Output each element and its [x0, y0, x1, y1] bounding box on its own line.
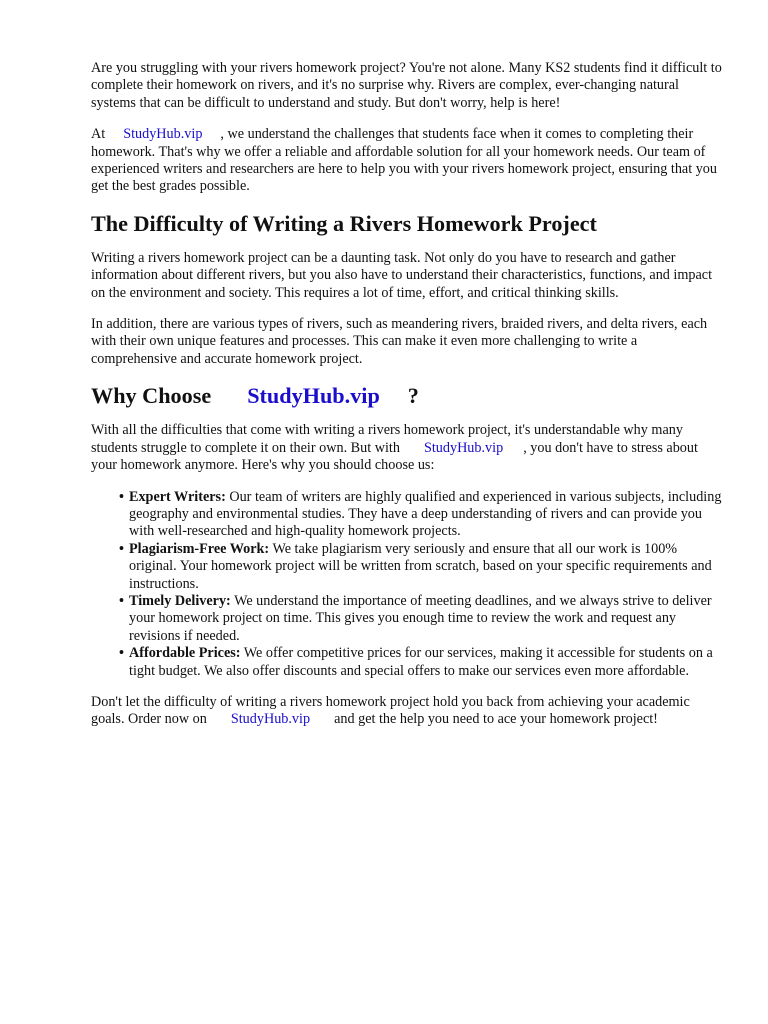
list-item-text: Our team of writers are highly qualified and experienced in various subjects, including geography and environmental studies. They have a deep understanding of rivers and can provide you with well-researched and high-quality homework projects. [129, 488, 722, 540]
why-choose-p1-suffix: , you don't have to stress about your homework anymore. Here's why you should choose us: [91, 439, 698, 474]
why-choose-heading-prefix: Why Choose [91, 383, 212, 409]
bullet-icon: • [119, 645, 124, 662]
list-item [119, 593, 723, 645]
studyhub-link-intro[interactable]: StudyHub.vip [123, 126, 203, 143]
list-item-title: Timely Delivery: [129, 592, 231, 609]
intro-paragraph-1 [91, 60, 723, 112]
list-item-title: Expert Writers: [129, 488, 226, 505]
studyhub-link-closing[interactable]: StudyHub.vip [230, 711, 311, 728]
closing-suffix: and get the help you need to ace your homework project! [334, 711, 658, 728]
list-item-text: We understand the importance of meeting deadlines, and we always strive to deliver your homework project on time. This gives you enough time to review the work and request any revisions if needed. [129, 592, 712, 644]
list-item [119, 645, 723, 680]
bullet-icon: • [119, 488, 124, 505]
why-choose-p1-prefix: With all the difficulties that come with writing a rivers homework project, it's understandable why many students struggle to complete it on their own. But with [91, 422, 683, 456]
list-item [119, 541, 723, 593]
benefits-list [91, 489, 723, 680]
section-heading-why-choose [91, 382, 723, 410]
difficulty-paragraph-1: Writing a rivers homework project can be a daunting task. Not only do you have to research and gather information about different rivers, but you also have to understand their characteristics, functions, and impact on the environment and society. This requires a lot of time, effort, and critical thinking skills. [91, 249, 713, 301]
list-item [119, 489, 723, 541]
studyhub-link-body[interactable]: StudyHub.vip [423, 439, 504, 456]
intro-p2-prefix: At [91, 126, 106, 143]
intro-paragraph-2 [91, 126, 723, 196]
closing-paragraph [91, 694, 723, 729]
bullet-icon: • [119, 540, 124, 557]
list-item-title: Affordable Prices: [129, 645, 241, 662]
why-choose-heading-suffix: ? [407, 383, 419, 409]
list-item-text: We take plagiarism very seriously and ensure that all our work is 100% original. Your homework project will be written from scratch, based on your specific requirements and instructions. [129, 540, 712, 592]
bullet-icon: • [119, 592, 124, 609]
intro-p2-suffix: , we understand the challenges that students face when it comes to completing their homework. That's why we offer a reliable and affordable solution for all your homework needs. Our team of experienced writers and researchers are here to help you with your rivers homework project, ensuring that you get the best grades possible. [91, 126, 717, 195]
studyhub-link-heading[interactable]: StudyHub.vip [247, 383, 380, 409]
section-heading-difficulty: The Difficulty of Writing a Rivers Homework Project [91, 210, 597, 236]
why-choose-paragraph [91, 422, 723, 474]
document-page [91, 60, 723, 729]
list-item-title: Plagiarism-Free Work: [129, 540, 270, 557]
closing-prefix: Don't let the difficulty of writing a rivers homework project hold you back from achieving your academic goals. Order now on [91, 693, 690, 728]
list-item-text: We offer competitive prices for our services, making it accessible for students on a tight budget. We also offer discounts and special offers to make our services even more affordable. [129, 645, 713, 679]
difficulty-paragraph-2: In addition, there are various types of rivers, such as meandering rivers, braided rivers, and delta rivers, each with their own unique features and processes. This can make it even more challenging to write a comprehensive and accurate homework project. [91, 316, 708, 367]
intro-text-1: Are you struggling with your rivers homework project? You're not alone. Many KS2 students find it difficult to complete their homework on rivers, and it's no surprise why. Rivers are complex, ever-changing natural systems that can be difficult to understand and study. But don't worry, help is here! [91, 60, 722, 111]
